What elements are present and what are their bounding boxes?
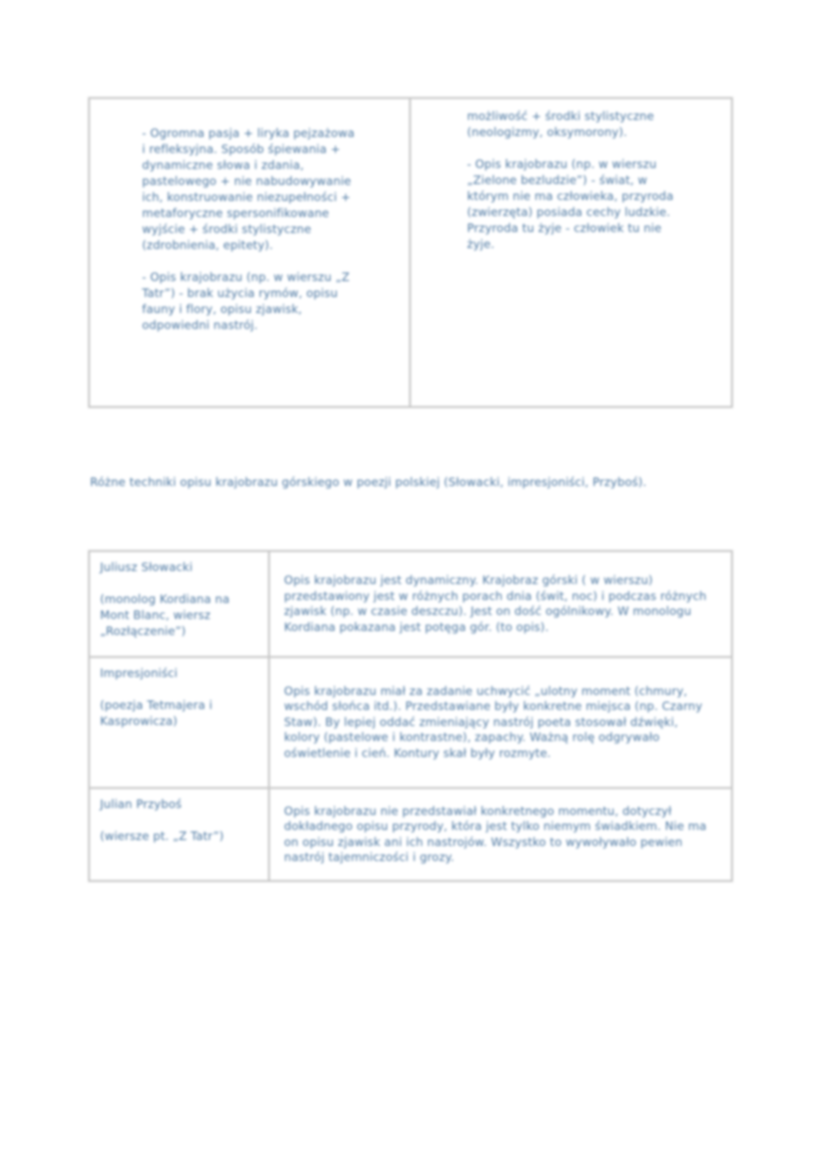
table-row-author-slowacki (90, 552, 270, 656)
left-cell-paragraph-2: - Opis krajobrazu (np. w wierszu „Z Tatr”) - brak użycia rymów, opisu fauny i flory, opisu zjawisk, odpowiedni nastrój. (142, 270, 350, 332)
table-row-description-slowacki (270, 552, 731, 656)
description-text: Opis krajobrazu jest dynamiczny. Krajobraz górski ( w wierszu) przedstawiony jest w różnych porach dnia (świt, noc) i podczas różnych zjawisk (np. w czasie deszczu). Jest on dość ogólnikowy. W monologu Kordiana pokazana jest potęga gór. (to opis). (284, 573, 707, 634)
description-text: Opis krajobrazu miał za zadanie uchwycić „ulotny moment (chmury, wschód słońca itd.). Przedstawiane były konkretne miejsca (np. Czarny Staw). By lepiej oddać zmieniający nastrój poeta stosował dźwięki, kolory (pastelowe i kontrastne), zapachy. Ważną rolę odgrywało oświetlenie i cień. Kontury skał były rozmyte. (284, 683, 703, 760)
author-works: (wiersze pt. „Z Tatr”) (100, 829, 224, 843)
author-name: Impresjoniści (100, 666, 178, 680)
right-cell-paragraph-2: - Opis krajobrazu (np. w wierszu „Zielone bezludzie”) - świat, w którym nie ma człowieka, przyroda (zwierzęta) posiada cechy ludzkie. Przyroda tu żyje - człowiek tu nie żyje. (467, 157, 674, 251)
author-name: Juliusz Słowacki (100, 560, 193, 574)
comparison-table (88, 97, 733, 408)
left-cell-paragraph-1: - Ogromna pasja + liryka pejzażowa i refleksyjna. Sposób śpiewania + dynamiczne słowa i zdania, pastelowego + nie nabudowywanie ich, konstruowanie niezupełności + metaforyczne spersonifikowane wyjście + środki stylistyczne (zdrobnienia, epitety). (142, 126, 355, 252)
comparison-table-left-cell (90, 99, 411, 406)
table-row-author-impresjonisci (90, 656, 270, 787)
author-name: Julian Przyboś (100, 797, 182, 811)
description-text: Opis krajobrazu nie przedstawiał konkretnego momentu, dotyczył dokładnego opisu przyrody, która jest tylko niemym świadkiem. Nie ma on opisu zjawisk ani ich nastrojów. Wszystko to wywoływało pewien nastrój tajemniczości i grozy. (284, 803, 707, 864)
author-works: (monolog Kordiana na Mont Blanc, wiersz „Rozłączenie”) (100, 592, 230, 638)
table-row-description-impresjonisci (270, 656, 731, 787)
comparison-table-right-cell (411, 99, 731, 406)
author-works: (poezja Tetmajera i Kasprowicza) (100, 698, 213, 728)
table-row-author-przybos (90, 787, 270, 880)
right-cell-paragraph-1: możliwość + środki stylistyczne (neologizmy, oksymorony). (467, 109, 655, 139)
section-caption: Różne techniki opisu krajobrazu górskiego w poezji polskiej (Słowacki, impresjoniści, Przyboś). (90, 474, 647, 489)
table-row-description-przybos (270, 787, 731, 880)
authors-table (88, 550, 733, 882)
